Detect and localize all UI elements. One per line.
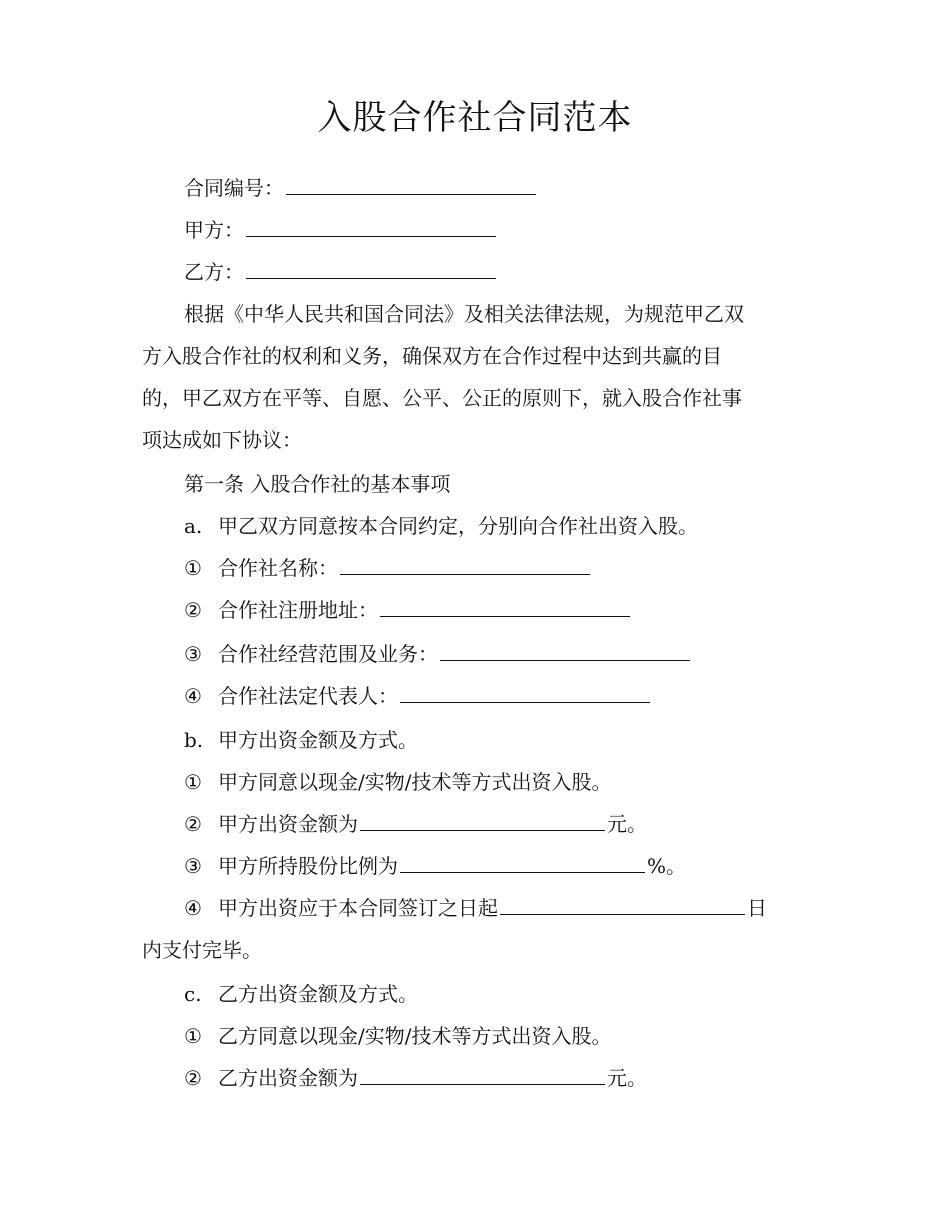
party-a-amount-unit: 元。	[607, 812, 647, 836]
party-b-amount-label: 乙方出资金额为	[218, 1066, 358, 1090]
party-a-label: 甲方：	[184, 218, 244, 242]
party-a-method-text: 甲方同意以现金/实物/技术等方式出资入股。	[218, 770, 612, 794]
party-b-line	[184, 258, 824, 286]
section-b-text: 甲方出资金额及方式。	[218, 728, 418, 752]
section-a-text: 甲乙双方同意按本合同约定，分别向合作社出资入股。	[218, 514, 698, 538]
party-a-payment-continued: 内支付完毕。	[142, 938, 262, 962]
section-b-marker: b.	[184, 728, 204, 752]
party-a-payment-label: 甲方出资应于本合同签订之日起	[218, 896, 498, 920]
business-scope-line	[184, 640, 824, 668]
legal-representative-line	[184, 682, 824, 710]
party-b-amount-blank	[360, 1066, 605, 1085]
party-b-amount-unit: 元。	[607, 1066, 647, 1090]
section-b-line	[184, 726, 824, 754]
section-c-line	[184, 980, 824, 1008]
item-marker: ②	[184, 1066, 202, 1090]
section-c-text: 乙方出资金额及方式。	[218, 982, 418, 1006]
document-title: 入股合作社合同范本	[317, 98, 633, 138]
cooperative-name-line	[184, 554, 824, 582]
party-a-blank	[246, 218, 496, 237]
party-a-amount-line	[184, 810, 824, 838]
cooperative-address-blank	[380, 598, 630, 617]
party-b-blank	[246, 260, 496, 279]
cooperative-name-label: 合作社名称：	[218, 556, 338, 580]
contract-number-blank	[286, 176, 536, 195]
item-marker: ②	[184, 598, 202, 622]
party-b-amount-line	[184, 1064, 824, 1092]
article-1-heading: 第一条 入股合作社的基本事项	[184, 472, 451, 496]
party-a-amount-blank	[360, 812, 605, 831]
section-a-line	[184, 512, 824, 540]
legal-representative-label: 合作社法定代表人：	[218, 684, 398, 708]
party-a-share-label: 甲方所持股份比例为	[218, 854, 398, 878]
party-b-method-line	[184, 1022, 824, 1050]
cooperative-address-label: 合作社注册地址：	[218, 598, 378, 622]
party-b-label: 乙方：	[184, 260, 244, 284]
party-a-payment-line	[184, 894, 824, 922]
contract-number-line	[184, 174, 824, 202]
item-marker: ②	[184, 812, 202, 836]
intro-line-2: 方入股合作社的权利和义务，确保双方在合作过程中达到共赢的目	[142, 344, 722, 368]
party-a-share-blank	[400, 854, 645, 873]
party-b-method-text: 乙方同意以现金/实物/技术等方式出资入股。	[218, 1024, 612, 1048]
party-a-share-line	[184, 852, 824, 880]
party-a-line	[184, 216, 824, 244]
contract-number-label: 合同编号：	[184, 176, 284, 200]
intro-line-4: 项达成如下协议：	[142, 428, 302, 452]
item-marker: ①	[184, 1024, 202, 1048]
intro-line-3: 的，甲乙双方在平等、自愿、公平、公正的原则下，就入股合作社事	[142, 386, 742, 410]
item-marker: ③	[184, 642, 202, 666]
section-c-marker: c.	[184, 982, 202, 1006]
item-marker: ①	[184, 770, 202, 794]
cooperative-address-line	[184, 596, 824, 624]
intro-line-1: 根据《中华人民共和国合同法》及相关法律法规，为规范甲乙双	[184, 302, 744, 326]
party-a-payment-unit: 日	[747, 896, 767, 920]
item-marker: ④	[184, 896, 202, 920]
party-a-amount-label: 甲方出资金额为	[218, 812, 358, 836]
cooperative-name-blank	[340, 556, 590, 575]
party-a-payment-blank	[500, 896, 745, 915]
section-a-marker: a.	[184, 514, 203, 538]
business-scope-label: 合作社经营范围及业务：	[218, 642, 438, 666]
party-a-share-unit: %。	[647, 854, 687, 878]
item-marker: ③	[184, 854, 202, 878]
legal-representative-blank	[400, 684, 650, 703]
party-a-method-line	[184, 768, 824, 796]
business-scope-blank	[440, 642, 690, 661]
item-marker: ④	[184, 684, 202, 708]
item-marker: ①	[184, 556, 202, 580]
